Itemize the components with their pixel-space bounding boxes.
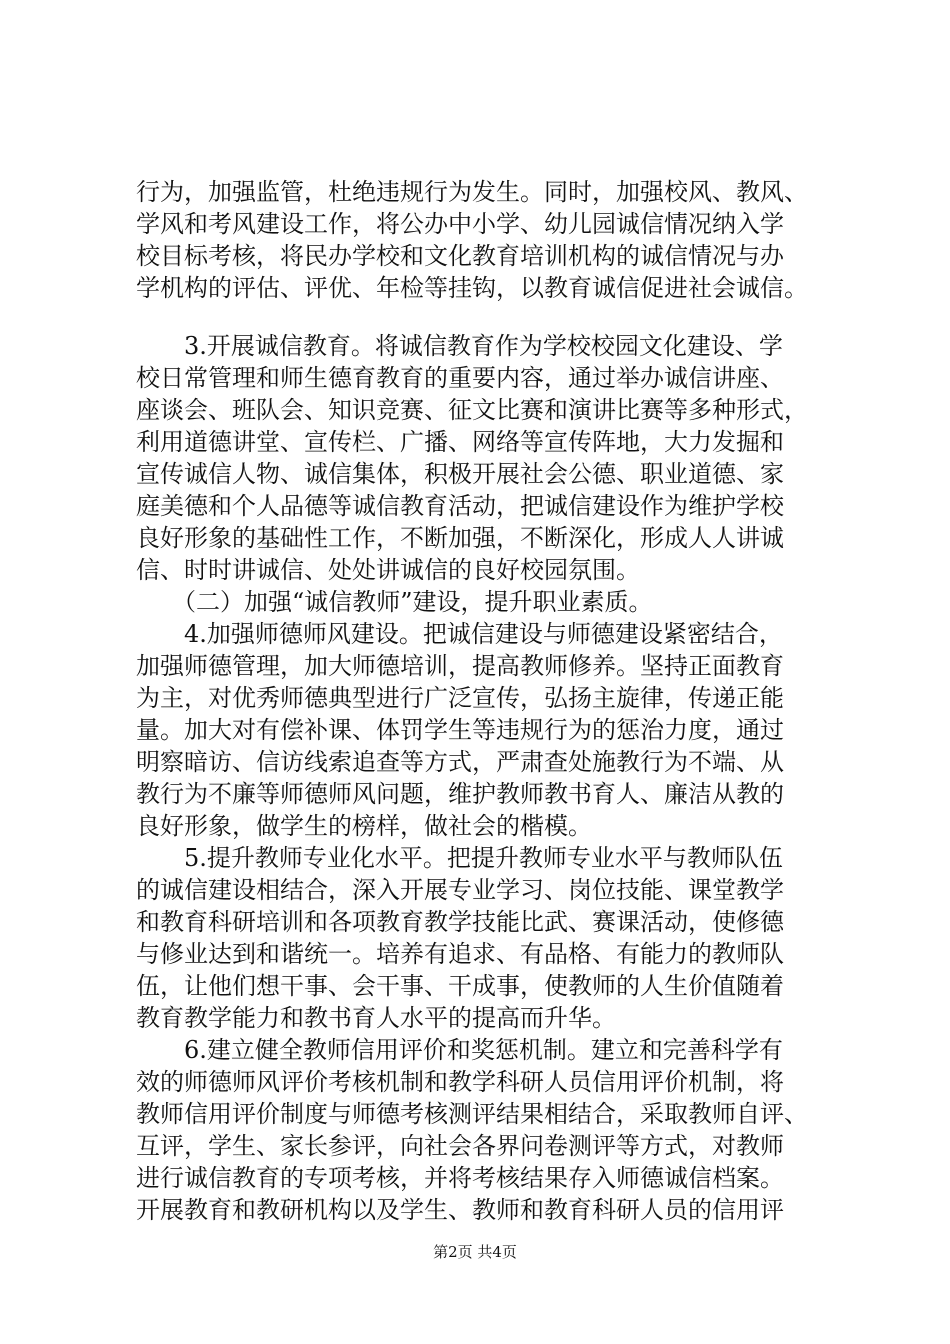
paragraph-line: 的诚信建设相结合，深入开展专业学习、岗位技能、课堂教学: [136, 876, 784, 904]
paragraph-line: 校目标考核，将民办学校和文化教育培训机构的诚信情况与办: [136, 242, 784, 270]
paragraph-line: 行为，加强监管，杜绝违规行为发生。同时，加强校风、教风、: [136, 178, 808, 206]
paragraph-line: 教师信用评价制度与师德考核测评结果相结合，采取教师自评、: [136, 1100, 808, 1128]
paragraph-line: 教行为不廉等师德师风问题，维护教师教书育人、廉洁从教的: [136, 780, 784, 808]
paragraph-line: 6.建立健全教师信用评价和奖惩机制。建立和完善科学有: [184, 1036, 783, 1064]
paragraph-line: 效的师德师风评价考核机制和教学科研人员信用评价机制，将: [136, 1068, 784, 1096]
paragraph-line: 学风和考风建设工作，将公办中小学、幼儿园诚信情况纳入学: [136, 210, 784, 238]
paragraph-line: 良好形象的基础性工作，不断加强，不断深化，形成人人讲诚: [136, 524, 784, 552]
paragraph-line: 庭美德和个人品德等诚信教育活动，把诚信建设作为维护学校: [136, 492, 784, 520]
paragraph-line: 良好形象，做学生的榜样，做社会的楷模。: [136, 812, 592, 840]
paragraph-line: 明察暗访、信访线索追查等方式，严肃查处施教行为不端、从: [136, 748, 784, 776]
paragraph-line: 伍，让他们想干事、会干事、干成事，使教师的人生价值随着: [136, 972, 784, 1000]
paragraph-line: 4.加强师德师风建设。把诚信建设与师德建设紧密结合，: [184, 620, 783, 648]
paragraph-line: 座谈会、班队会、知识竞赛、征文比赛和演讲比赛等多种形式，: [136, 396, 808, 424]
paragraph-line: 3.开展诚信教育。将诚信教育作为学校校园文化建设、学: [184, 332, 783, 360]
paragraph-line: 利用道德讲堂、宣传栏、广播、网络等宣传阵地，大力发掘和: [136, 428, 784, 456]
paragraph-line: 量。加大对有偿补课、体罚学生等违规行为的惩治力度，通过: [136, 716, 784, 744]
page-number-footer: 第2页 共4页: [433, 1243, 517, 1261]
paragraph-line: 开展教育和教研机构以及学生、教师和教育科研人员的信用评: [136, 1196, 784, 1224]
paragraph-line: 和教育科研培训和各项教育教学技能比武、赛课活动，使修德: [136, 908, 784, 936]
paragraph-line: 与修业达到和谐统一。培养有追求、有品格、有能力的教师队: [136, 940, 784, 968]
paragraph-line: 加强师德管理，加大师德培训，提高教师修养。坚持正面教育: [136, 652, 784, 680]
paragraph-line: 教育教学能力和教书育人水平的提高而升华。: [136, 1004, 616, 1032]
paragraph-line: 进行诚信教育的专项考核，并将考核结果存入师德诚信档案。: [136, 1164, 784, 1192]
paragraph-line: 校日常管理和师生德育教育的重要内容，通过举办诚信讲座、: [136, 364, 784, 392]
paragraph-line: （二）加强“诚信教师”建设，提升职业素质。: [172, 588, 653, 616]
paragraph-line: 宣传诚信人物、诚信集体，积极开展社会公德、职业道德、家: [136, 460, 784, 488]
paragraph-line: 信、时时讲诚信、处处讲诚信的良好校园氛围。: [136, 556, 640, 584]
paragraph-line: 学机构的评估、评优、年检等挂钩，以教育诚信促进社会诚信。: [136, 274, 808, 302]
paragraph-line: 互评，学生、家长参评，向社会各界问卷测评等方式，对教师: [136, 1132, 784, 1160]
paragraph-line: 为主，对优秀师德典型进行广泛宣传，弘扬主旋律，传递正能: [136, 684, 784, 712]
paragraph-line: 5.提升教师专业化水平。把提升教师专业水平与教师队伍: [184, 844, 783, 872]
